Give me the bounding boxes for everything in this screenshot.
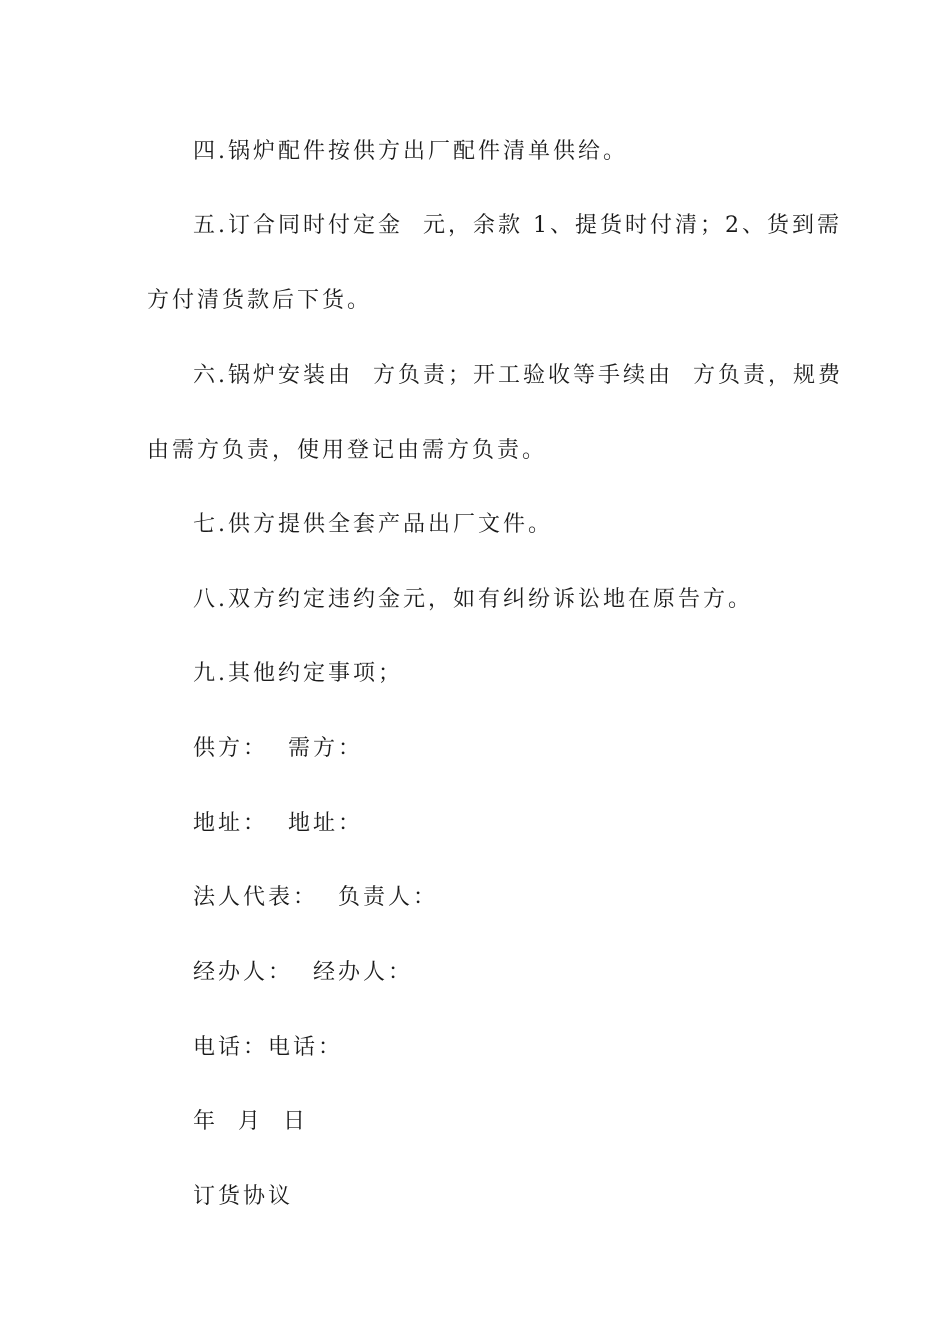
party-addresses: 地址： 地址： (193, 811, 363, 836)
clause-8: 八.双方约定违约金元，如有纠纷诉讼地在原告方。 (193, 587, 753, 612)
party-names: 供方： 需方： (193, 736, 363, 761)
clause-6: 六.锅炉安装由 方负责；开工验收等手续由 方负责，规费 (193, 363, 843, 388)
clause-9: 九.其他约定事项； (193, 661, 403, 686)
party-handlers: 经办人： 经办人： (193, 960, 413, 985)
party-phones: 电话：电话： (193, 1035, 344, 1060)
party-representatives: 法人代表： 负责人： (193, 885, 438, 910)
clause-4: 四.锅炉配件按供方出厂配件清单供给。 (193, 139, 628, 164)
clause-6-continued: 由需方负责，使用登记由需方负责。 (147, 438, 548, 463)
date-line: 年 月 日 (193, 1109, 308, 1134)
clause-7: 七.供方提供全套产品出厂文件。 (193, 512, 553, 537)
clause-5-continued: 方付清货款后下货。 (147, 288, 373, 313)
clause-5: 五.订合同时付定金 元，余款 1、提货时付清；2、货到需 (193, 213, 842, 238)
section-title: 订货协议 (193, 1184, 294, 1209)
